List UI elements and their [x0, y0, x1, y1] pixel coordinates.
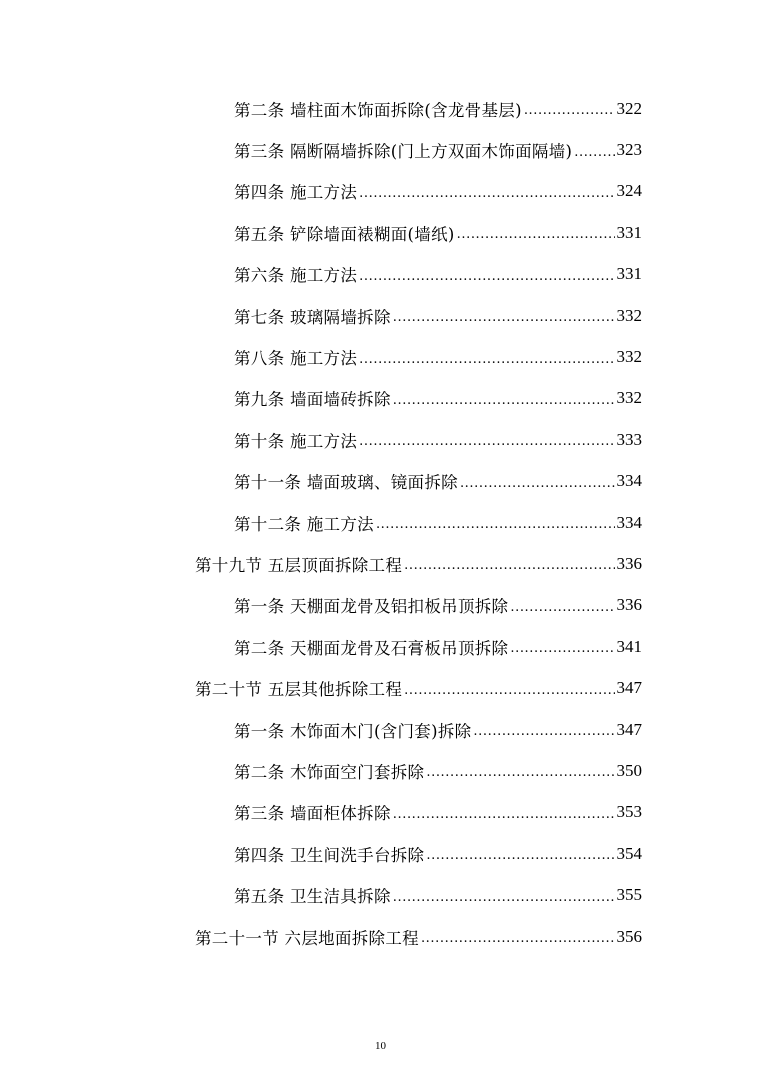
toc-dot-leader — [510, 600, 614, 615]
toc-entry-title: 第七条 玻璃隔墙拆除 — [234, 307, 391, 327]
toc-article-entry[interactable] — [0, 461, 642, 502]
toc-entry-title: 第九条 墙面墙砖拆除 — [234, 390, 391, 410]
toc-entry-title: 第一条 木饰面木门(含门套)拆除 — [234, 721, 472, 741]
toc-dot-leader — [359, 186, 614, 201]
toc-article-entry[interactable] — [0, 626, 642, 667]
toc-entry-page: 333 — [616, 429, 642, 449]
toc-entry-title: 第十二条 施工方法 — [234, 514, 374, 534]
toc-article-entry[interactable] — [0, 295, 642, 336]
toc-entry-title: 第二十一节 六层地面拆除工程 — [195, 928, 419, 948]
toc-entry-page: 322 — [616, 98, 642, 118]
toc-entry-page: 323 — [616, 140, 642, 160]
toc-entry-title: 第三条 墙面柜体拆除 — [234, 804, 391, 824]
toc-entry-title: 第四条 卫生间洗手台拆除 — [234, 845, 425, 865]
toc-article-entry[interactable] — [0, 378, 642, 419]
toc-entry-title: 第一条 天棚面龙骨及铝扣板吊顶拆除 — [234, 597, 509, 617]
toc-section-entry[interactable] — [0, 916, 642, 957]
toc-entry-title: 第二十节 五层其他拆除工程 — [195, 680, 403, 700]
toc-dot-leader — [404, 683, 614, 698]
toc-section-entry[interactable] — [0, 667, 642, 708]
toc-entry-page: 336 — [616, 595, 642, 615]
toc-entry-page: 355 — [616, 885, 642, 905]
table-of-contents — [0, 88, 761, 957]
toc-entry-title: 第四条 施工方法 — [234, 183, 358, 203]
toc-entry-title: 第十九节 五层顶面拆除工程 — [195, 555, 403, 575]
toc-dot-leader — [393, 807, 615, 822]
toc-dot-leader — [426, 765, 614, 780]
toc-dot-leader — [376, 517, 615, 532]
toc-article-entry[interactable] — [0, 419, 642, 460]
toc-dot-leader — [457, 227, 615, 242]
toc-article-entry[interactable] — [0, 336, 642, 377]
toc-article-entry[interactable] — [0, 171, 642, 212]
toc-dot-leader — [510, 641, 614, 656]
toc-article-entry[interactable] — [0, 750, 642, 791]
toc-entry-page: 356 — [616, 926, 642, 946]
toc-entry-page: 324 — [616, 181, 642, 201]
toc-entry-page: 336 — [616, 553, 642, 573]
toc-entry-title: 第十一条 墙面玻璃、镜面拆除 — [234, 473, 458, 493]
toc-article-entry[interactable] — [0, 833, 642, 874]
toc-entry-title: 第二条 天棚面龙骨及石膏板吊顶拆除 — [234, 638, 509, 658]
toc-entry-page: 354 — [616, 843, 642, 863]
toc-section-entry[interactable] — [0, 543, 642, 584]
toc-entry-page: 332 — [616, 388, 642, 408]
toc-entry-title: 第五条 卫生洁具拆除 — [234, 887, 391, 907]
toc-article-entry[interactable] — [0, 792, 642, 833]
toc-article-entry[interactable] — [0, 254, 642, 295]
toc-dot-leader — [473, 724, 614, 739]
toc-dot-leader — [404, 558, 614, 573]
toc-dot-leader — [393, 310, 615, 325]
toc-entry-page: 331 — [616, 222, 642, 242]
toc-article-entry[interactable] — [0, 129, 642, 170]
toc-entry-page: 334 — [616, 512, 642, 532]
toc-entry-page: 347 — [616, 678, 642, 698]
toc-entry-title: 第二条 墙柱面木饰面拆除(含龙骨基层) — [234, 100, 522, 120]
toc-dot-leader — [524, 103, 615, 118]
toc-dot-leader — [421, 931, 615, 946]
toc-article-entry[interactable] — [0, 709, 642, 750]
toc-entry-title: 第十条 施工方法 — [234, 431, 358, 451]
toc-entry-page: 332 — [616, 305, 642, 325]
toc-entry-title: 第六条 施工方法 — [234, 266, 358, 286]
toc-entry-page: 341 — [616, 636, 642, 656]
toc-article-entry[interactable] — [0, 88, 642, 129]
toc-dot-leader — [359, 269, 614, 284]
toc-dot-leader — [460, 476, 615, 491]
toc-dot-leader — [393, 890, 615, 905]
toc-entry-page: 350 — [616, 760, 642, 780]
toc-entry-page: 332 — [616, 347, 642, 367]
toc-entry-page: 334 — [616, 471, 642, 491]
toc-dot-leader — [359, 352, 614, 367]
toc-dot-leader — [426, 848, 614, 863]
toc-entry-title: 第二条 木饰面空门套拆除 — [234, 762, 425, 782]
toc-entry-title: 第五条 铲除墙面裱糊面(墙纸) — [234, 224, 455, 244]
toc-article-entry[interactable] — [0, 212, 642, 253]
toc-entry-title: 第三条 隔断隔墙拆除(门上方双面木饰面隔墙) — [234, 142, 573, 162]
toc-article-entry[interactable] — [0, 874, 642, 915]
toc-dot-leader — [359, 434, 614, 449]
toc-entry-title: 第八条 施工方法 — [234, 349, 358, 369]
toc-entry-page: 331 — [616, 264, 642, 284]
toc-entry-page: 347 — [616, 719, 642, 739]
toc-article-entry[interactable] — [0, 585, 642, 626]
page-number: 10 — [375, 1040, 386, 1052]
toc-entry-page: 353 — [616, 802, 642, 822]
toc-dot-leader — [393, 393, 615, 408]
toc-dot-leader — [574, 145, 614, 160]
toc-article-entry[interactable] — [0, 502, 642, 543]
